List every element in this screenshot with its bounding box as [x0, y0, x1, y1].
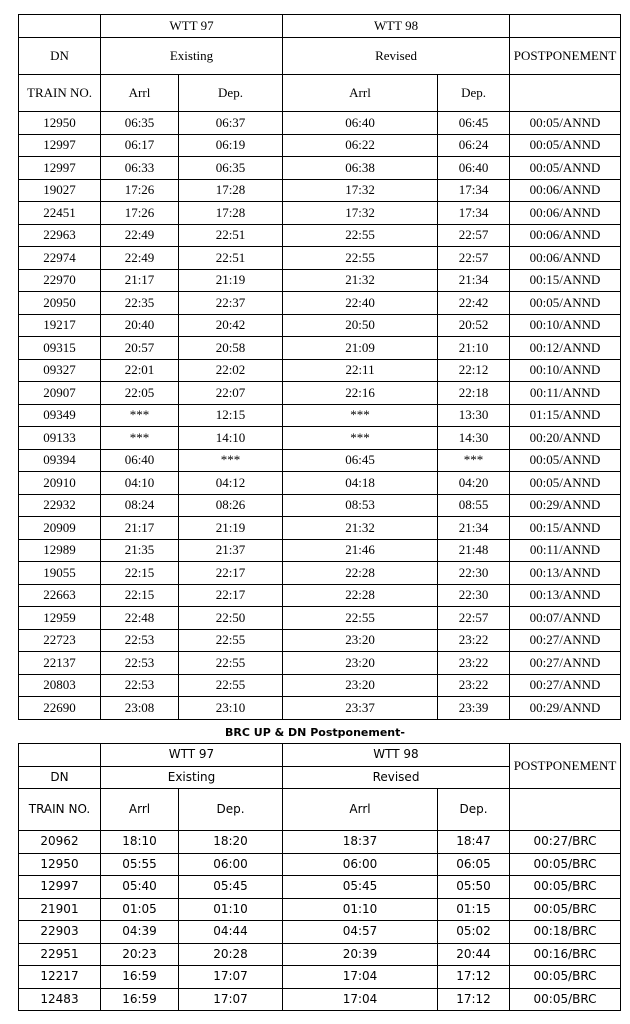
train-no-cell: 21901 — [19, 898, 101, 921]
train-no-cell: 22663 — [19, 584, 101, 607]
arrl-existing-cell: 21:35 — [101, 539, 179, 562]
dep-existing-cell: 20:58 — [179, 337, 283, 360]
dep-existing-cell: 22:02 — [179, 359, 283, 382]
dep-existing-cell: 22:55 — [179, 629, 283, 652]
header-row-columns — [19, 75, 621, 112]
dep-revised-cell: 21:48 — [438, 539, 510, 562]
postponement-cell: 00:05/BRC — [510, 988, 621, 1011]
dep-existing-cell: 04:44 — [179, 921, 283, 944]
table-row — [19, 224, 621, 247]
arrl-existing-cell: 08:24 — [101, 494, 179, 517]
table-row — [19, 179, 621, 202]
train-no-cell: 22932 — [19, 494, 101, 517]
table-row — [19, 921, 621, 944]
arrl-existing-cell: 06:35 — [101, 112, 179, 135]
dep-existing-cell: 05:45 — [179, 876, 283, 899]
table-row — [19, 292, 621, 315]
dep-existing-cell: 14:10 — [179, 427, 283, 450]
postponement-cell: 00:10/ANND — [510, 314, 621, 337]
arrl-existing-header: Arrl — [101, 789, 179, 831]
dep-revised-cell: 06:40 — [438, 157, 510, 180]
train-no-cell: 22451 — [19, 202, 101, 225]
postponement-cell: 00:16/BRC — [510, 943, 621, 966]
postponement-cell: 00:27/ANND — [510, 652, 621, 675]
table-row — [19, 494, 621, 517]
brc-postponement-table — [18, 743, 621, 1011]
table-row — [19, 382, 621, 405]
dep-revised-cell: 06:05 — [438, 853, 510, 876]
arrl-existing-cell: 18:10 — [101, 831, 179, 854]
postponement-cell: 00:05/BRC — [510, 966, 621, 989]
table-row — [19, 562, 621, 585]
postponement-cell: 00:05/ANND — [510, 292, 621, 315]
dep-revised-header: Dep. — [438, 75, 510, 112]
train-no-cell: 12997 — [19, 134, 101, 157]
arrl-revised-cell: 22:55 — [283, 607, 438, 630]
dep-revised-cell: 05:50 — [438, 876, 510, 899]
arrl-existing-cell: 04:10 — [101, 472, 179, 495]
dep-revised-cell: 17:34 — [438, 179, 510, 202]
dep-revised-cell: 06:45 — [438, 112, 510, 135]
dep-existing-cell: 22:55 — [179, 674, 283, 697]
table-row — [19, 853, 621, 876]
postponement-cell: 01:15/ANND — [510, 404, 621, 427]
postponement-cell: 00:15/ANND — [510, 517, 621, 540]
postponement-cell: 00:05/ANND — [510, 157, 621, 180]
arrl-existing-cell: 05:40 — [101, 876, 179, 899]
arrl-existing-cell: 22:53 — [101, 652, 179, 675]
existing-header: Existing — [101, 767, 283, 789]
postponement-cell: 00:27/ANND — [510, 674, 621, 697]
dep-existing-cell: 17:28 — [179, 202, 283, 225]
postponement-cell: 00:07/ANND — [510, 607, 621, 630]
arrl-existing-cell: 20:23 — [101, 943, 179, 966]
train-no-cell: 20950 — [19, 292, 101, 315]
arrl-revised-cell: 23:20 — [283, 674, 438, 697]
postponement-cell: 00:13/ANND — [510, 584, 621, 607]
arrl-existing-cell: 06:17 — [101, 134, 179, 157]
arrl-existing-cell: 04:39 — [101, 921, 179, 944]
empty-cell — [19, 744, 101, 767]
arrl-revised-cell: 22:40 — [283, 292, 438, 315]
dep-revised-cell: 23:39 — [438, 697, 510, 720]
dep-existing-cell: 01:10 — [179, 898, 283, 921]
dep-revised-cell: 17:12 — [438, 988, 510, 1011]
dep-existing-cell: 22:51 — [179, 247, 283, 270]
dep-revised-cell: 17:34 — [438, 202, 510, 225]
dn-header: DN — [19, 767, 101, 789]
dep-revised-cell: 21:34 — [438, 517, 510, 540]
dep-revised-cell: 18:47 — [438, 831, 510, 854]
train-no-cell: 20909 — [19, 517, 101, 540]
table-row — [19, 898, 621, 921]
table-row — [19, 607, 621, 630]
table-row — [19, 629, 621, 652]
postponement-cell: 00:27/ANND — [510, 629, 621, 652]
dep-existing-cell: 06:37 — [179, 112, 283, 135]
table-row — [19, 134, 621, 157]
dep-existing-cell: 18:20 — [179, 831, 283, 854]
empty-cell — [510, 789, 621, 831]
arrl-existing-cell: 22:35 — [101, 292, 179, 315]
postponement-cell: 00:06/ANND — [510, 179, 621, 202]
dep-revised-cell: 20:52 — [438, 314, 510, 337]
postponement-cell: 00:05/BRC — [510, 876, 621, 899]
arrl-revised-cell: 06:45 — [283, 449, 438, 472]
wtt98-header: WTT 98 — [283, 744, 510, 767]
table-row — [19, 427, 621, 450]
arrl-existing-cell: 05:55 — [101, 853, 179, 876]
postponement-cell: 00:27/BRC — [510, 831, 621, 854]
dep-existing-cell: 06:19 — [179, 134, 283, 157]
train-no-cell: 20803 — [19, 674, 101, 697]
table-row — [19, 539, 621, 562]
dep-revised-cell: 14:30 — [438, 427, 510, 450]
wtt97-header: WTT 97 — [101, 744, 283, 767]
arrl-existing-cell: 01:05 — [101, 898, 179, 921]
table-row — [19, 157, 621, 180]
dep-existing-cell: 22:37 — [179, 292, 283, 315]
arrl-existing-cell: 20:40 — [101, 314, 179, 337]
arrl-revised-cell: 06:38 — [283, 157, 438, 180]
table-body — [19, 15, 621, 720]
postponement-cell: 00:29/ANND — [510, 697, 621, 720]
arrl-revised-cell: *** — [283, 427, 438, 450]
dep-revised-cell: 22:42 — [438, 292, 510, 315]
dep-revised-cell: 22:57 — [438, 247, 510, 270]
postponement-cell: 00:13/ANND — [510, 562, 621, 585]
dep-existing-cell: 17:07 — [179, 966, 283, 989]
table-row — [19, 988, 621, 1011]
postponement-cell: 00:12/ANND — [510, 337, 621, 360]
table-row — [19, 517, 621, 540]
postponement-cell: 00:05/ANND — [510, 134, 621, 157]
wtt97-header: WTT 97 — [101, 15, 283, 38]
dep-revised-header: Dep. — [438, 789, 510, 831]
arrl-revised-cell: 23:20 — [283, 652, 438, 675]
arrl-existing-cell: 22:15 — [101, 562, 179, 585]
dep-existing-cell: 04:12 — [179, 472, 283, 495]
wtt98-header: WTT 98 — [283, 15, 510, 38]
postponement-cell: 00:18/BRC — [510, 921, 621, 944]
postponement-cell: 00:06/ANND — [510, 224, 621, 247]
revised-header: Revised — [283, 767, 510, 789]
train-no-cell: 22970 — [19, 269, 101, 292]
dep-revised-cell: 22:30 — [438, 562, 510, 585]
postponement-cell: 00:10/ANND — [510, 359, 621, 382]
table-row — [19, 831, 621, 854]
table-row — [19, 876, 621, 899]
arrl-revised-cell: 06:00 — [283, 853, 438, 876]
arrl-revised-cell: 22:55 — [283, 224, 438, 247]
dep-revised-cell: 01:15 — [438, 898, 510, 921]
dep-revised-cell: 13:30 — [438, 404, 510, 427]
arrl-revised-cell: 21:32 — [283, 269, 438, 292]
arrl-revised-cell: 17:32 — [283, 179, 438, 202]
postponement-cell: 00:11/ANND — [510, 382, 621, 405]
postponement-header: POSTPONEMENT — [510, 38, 621, 75]
arrl-existing-cell: 17:26 — [101, 202, 179, 225]
table-row — [19, 966, 621, 989]
dn-header: DN — [19, 38, 101, 75]
empty-cell — [19, 15, 101, 38]
arrl-revised-cell: 01:10 — [283, 898, 438, 921]
postponement-cell: 00:06/ANND — [510, 202, 621, 225]
dep-existing-cell: 22:50 — [179, 607, 283, 630]
existing-header: Existing — [101, 38, 283, 75]
dep-existing-cell: 23:10 — [179, 697, 283, 720]
arrl-revised-cell: 05:45 — [283, 876, 438, 899]
train-no-cell: 22690 — [19, 697, 101, 720]
table-row — [19, 269, 621, 292]
arrl-existing-cell: 22:05 — [101, 382, 179, 405]
dep-existing-cell: 17:28 — [179, 179, 283, 202]
revised-header: Revised — [283, 38, 510, 75]
brc-section-caption: BRC UP & DN Postponement- — [225, 726, 405, 739]
arrl-revised-cell: 17:04 — [283, 966, 438, 989]
arrl-existing-cell: 06:40 — [101, 449, 179, 472]
train-no-cell: 09394 — [19, 449, 101, 472]
train-no-cell: 09349 — [19, 404, 101, 427]
train-no-cell: 09315 — [19, 337, 101, 360]
dep-revised-cell: 22:18 — [438, 382, 510, 405]
arrl-revised-cell: 23:20 — [283, 629, 438, 652]
dep-revised-cell: 23:22 — [438, 629, 510, 652]
train-no-cell: 22903 — [19, 921, 101, 944]
table-row — [19, 112, 621, 135]
postponement-cell: 00:06/ANND — [510, 247, 621, 270]
arrl-revised-cell: 20:50 — [283, 314, 438, 337]
arrl-revised-cell: 22:28 — [283, 584, 438, 607]
arrl-revised-cell: 17:32 — [283, 202, 438, 225]
train-no-header: TRAIN NO. — [19, 789, 101, 831]
dep-revised-cell: *** — [438, 449, 510, 472]
table-row — [19, 404, 621, 427]
dep-existing-cell: 21:19 — [179, 269, 283, 292]
arrl-existing-cell: 22:01 — [101, 359, 179, 382]
dep-existing-header: Dep. — [179, 789, 283, 831]
train-no-cell: 12997 — [19, 876, 101, 899]
arrl-revised-header: Arrl — [283, 75, 438, 112]
dep-revised-cell: 05:02 — [438, 921, 510, 944]
arrl-revised-cell: *** — [283, 404, 438, 427]
arrl-revised-cell: 06:40 — [283, 112, 438, 135]
arrl-revised-cell: 18:37 — [283, 831, 438, 854]
arrl-existing-cell: *** — [101, 404, 179, 427]
arrl-revised-cell: 08:53 — [283, 494, 438, 517]
table-row — [19, 359, 621, 382]
postponement-cell: 00:05/BRC — [510, 853, 621, 876]
arrl-revised-cell: 23:37 — [283, 697, 438, 720]
arrl-existing-cell: 21:17 — [101, 269, 179, 292]
train-no-cell: 12950 — [19, 112, 101, 135]
table-row — [19, 337, 621, 360]
table-row — [19, 697, 621, 720]
dep-existing-cell: 22:07 — [179, 382, 283, 405]
table-row — [19, 247, 621, 270]
arrl-revised-cell: 20:39 — [283, 943, 438, 966]
arrl-revised-cell: 21:46 — [283, 539, 438, 562]
dep-revised-cell: 17:12 — [438, 966, 510, 989]
dep-revised-cell: 22:57 — [438, 224, 510, 247]
dep-revised-cell: 23:22 — [438, 652, 510, 675]
train-no-cell: 12217 — [19, 966, 101, 989]
dep-existing-cell: *** — [179, 449, 283, 472]
arrl-existing-cell: 22:15 — [101, 584, 179, 607]
train-no-cell: 12483 — [19, 988, 101, 1011]
dep-revised-cell: 06:24 — [438, 134, 510, 157]
header-row-wtt — [19, 744, 621, 767]
dep-revised-cell: 22:30 — [438, 584, 510, 607]
arrl-existing-cell: 23:08 — [101, 697, 179, 720]
dep-existing-cell: 08:26 — [179, 494, 283, 517]
dep-existing-cell: 20:28 — [179, 943, 283, 966]
dep-existing-cell: 06:35 — [179, 157, 283, 180]
dep-existing-cell: 17:07 — [179, 988, 283, 1011]
arrl-existing-cell: 22:53 — [101, 674, 179, 697]
table-row — [19, 674, 621, 697]
train-no-cell: 20962 — [19, 831, 101, 854]
dep-existing-cell: 21:19 — [179, 517, 283, 540]
dep-revised-cell: 21:34 — [438, 269, 510, 292]
postponement-cell: 00:20/ANND — [510, 427, 621, 450]
train-no-cell: 12950 — [19, 853, 101, 876]
arrl-existing-cell: 22:53 — [101, 629, 179, 652]
dep-revised-cell: 22:12 — [438, 359, 510, 382]
table-row — [19, 472, 621, 495]
postponement-cell: 00:05/ANND — [510, 112, 621, 135]
dep-revised-cell: 20:44 — [438, 943, 510, 966]
postponement-cell: 00:29/ANND — [510, 494, 621, 517]
dep-existing-cell: 12:15 — [179, 404, 283, 427]
dep-revised-cell: 22:57 — [438, 607, 510, 630]
arrl-revised-cell: 22:16 — [283, 382, 438, 405]
table-row — [19, 652, 621, 675]
postponement-cell: 00:05/BRC — [510, 898, 621, 921]
train-no-cell: 12997 — [19, 157, 101, 180]
arrl-revised-cell: 04:57 — [283, 921, 438, 944]
table-body — [19, 744, 621, 1011]
dep-revised-cell: 08:55 — [438, 494, 510, 517]
postponement-cell: 00:15/ANND — [510, 269, 621, 292]
header-row-columns — [19, 789, 621, 831]
annd-postponement-table — [18, 14, 621, 720]
dep-revised-cell: 21:10 — [438, 337, 510, 360]
arrl-revised-cell: 06:22 — [283, 134, 438, 157]
train-no-header: TRAIN NO. — [19, 75, 101, 112]
table-row — [19, 449, 621, 472]
arrl-existing-cell: 16:59 — [101, 966, 179, 989]
train-no-cell: 12959 — [19, 607, 101, 630]
train-no-cell: 22951 — [19, 943, 101, 966]
arrl-existing-header: Arrl — [101, 75, 179, 112]
dep-existing-cell: 20:42 — [179, 314, 283, 337]
arrl-existing-cell: 22:49 — [101, 224, 179, 247]
dep-existing-cell: 22:51 — [179, 224, 283, 247]
dep-revised-cell: 04:20 — [438, 472, 510, 495]
train-no-cell: 22974 — [19, 247, 101, 270]
empty-cell — [510, 15, 621, 38]
train-no-cell: 20907 — [19, 382, 101, 405]
arrl-existing-cell: 21:17 — [101, 517, 179, 540]
arrl-revised-cell: 21:09 — [283, 337, 438, 360]
arrl-existing-cell: 22:49 — [101, 247, 179, 270]
dep-existing-cell: 06:00 — [179, 853, 283, 876]
train-no-cell: 09327 — [19, 359, 101, 382]
arrl-existing-cell: 16:59 — [101, 988, 179, 1011]
dep-existing-header: Dep. — [179, 75, 283, 112]
postponement-header: POSTPONEMENT — [510, 744, 621, 789]
arrl-revised-cell: 17:04 — [283, 988, 438, 1011]
arrl-existing-cell: 22:48 — [101, 607, 179, 630]
table-row — [19, 202, 621, 225]
train-no-cell: 20910 — [19, 472, 101, 495]
table-row — [19, 314, 621, 337]
arrl-existing-cell: *** — [101, 427, 179, 450]
arrl-existing-cell: 20:57 — [101, 337, 179, 360]
arrl-revised-header: Arrl — [283, 789, 438, 831]
train-no-cell: 22137 — [19, 652, 101, 675]
dep-existing-cell: 22:17 — [179, 562, 283, 585]
postponement-cell: 00:11/ANND — [510, 539, 621, 562]
train-no-cell: 22963 — [19, 224, 101, 247]
dep-existing-cell: 22:55 — [179, 652, 283, 675]
header-row-wtt — [19, 15, 621, 38]
train-no-cell: 19217 — [19, 314, 101, 337]
arrl-revised-cell: 22:55 — [283, 247, 438, 270]
dep-existing-cell: 22:17 — [179, 584, 283, 607]
train-no-cell: 19027 — [19, 179, 101, 202]
train-no-cell: 12989 — [19, 539, 101, 562]
arrl-existing-cell: 06:33 — [101, 157, 179, 180]
train-no-cell: 09133 — [19, 427, 101, 450]
arrl-revised-cell: 22:11 — [283, 359, 438, 382]
arrl-revised-cell: 04:18 — [283, 472, 438, 495]
header-row-status — [19, 38, 621, 75]
dep-revised-cell: 23:22 — [438, 674, 510, 697]
postponement-cell: 00:05/ANND — [510, 472, 621, 495]
arrl-revised-cell: 21:32 — [283, 517, 438, 540]
postponement-cell: 00:05/ANND — [510, 449, 621, 472]
table-row — [19, 584, 621, 607]
table-row — [19, 943, 621, 966]
dep-existing-cell: 21:37 — [179, 539, 283, 562]
empty-cell — [510, 75, 621, 112]
train-no-cell: 19055 — [19, 562, 101, 585]
arrl-existing-cell: 17:26 — [101, 179, 179, 202]
train-no-cell: 22723 — [19, 629, 101, 652]
arrl-revised-cell: 22:28 — [283, 562, 438, 585]
